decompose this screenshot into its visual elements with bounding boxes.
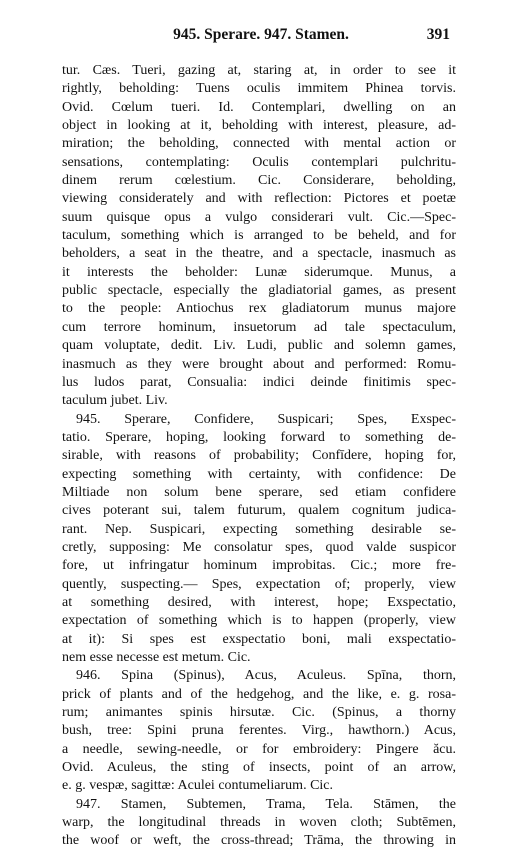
text-line: a needle, sewing-needle, or for embroidery: Pingere ăcu. bbox=[62, 741, 456, 757]
text-line: e. g. vespæ, sagittæ: Aculei contumeliarum. Cic. bbox=[62, 778, 334, 794]
text-line: rant. Nep. Suspicari, expecting something desirable se- bbox=[62, 521, 456, 537]
body-text bbox=[62, 62, 456, 851]
text-line: warp, the longitudinal threads in woven cloth; Subtēmen, bbox=[62, 815, 456, 831]
text-line: miration; the beholding, connected with mental action or bbox=[62, 136, 456, 152]
text-line: beholders, a seat in the theatre, and a spectacle, inasmuch as bbox=[62, 246, 456, 262]
text-line: rum; animantes spinis hirsutæ. Cic. (Spinus, a thorny bbox=[62, 705, 456, 721]
text-line: 947. Stamen, Subtemen, Trama, Tela. Stāmen, the bbox=[76, 796, 456, 812]
page-number: 391 bbox=[426, 26, 450, 43]
text-line: quently, suspecting.— Spes, expectation of; properly, view bbox=[62, 576, 456, 592]
text-line: taculum, something which is arranged to be beheld, and for bbox=[62, 228, 456, 244]
text-line: Ovid. Cœlum tueri. Id. Contemplari, dwelling on an bbox=[62, 99, 456, 115]
header-title: 945. Sperare. 947. Stamen. bbox=[173, 26, 349, 43]
text-line: rightly, beholding: Tuens oculis immitem Phinea torvis. bbox=[62, 81, 456, 97]
text-line: expectation of something which is to happen (properly, view bbox=[62, 613, 456, 629]
text-line: cretly, supposing: Me consolatur spes, quod valde suspicor bbox=[62, 539, 456, 555]
text-line: viewing considerately and with reflection: Pictores et poetæ bbox=[62, 191, 456, 207]
text-line: to the people: Antiochus rex gladiatorum munus majore bbox=[62, 301, 456, 317]
text-line: tatio. Sperare, hoping, looking forward to something de- bbox=[62, 429, 456, 445]
text-line: bush, tree: Spini pruna ferentes. Virg., hawthorn.) Acus, bbox=[62, 723, 456, 739]
text-line: Ovid. Aculeus, the sting of insects, point of an arrow, bbox=[62, 760, 456, 776]
text-line: cives poterant sui, talem futurum, qualem cognitum judica- bbox=[62, 503, 456, 519]
text-line: inasmuch as they were brought about and performed: Romu- bbox=[62, 356, 456, 372]
text-line: 945. Sperare, Confidere, Suspicari; Spes, Exspec- bbox=[76, 411, 456, 427]
text-line: taculum jubet. Liv. bbox=[62, 393, 168, 409]
text-line: prick of plants and of the hedgehog, and the like, e. g. rosa- bbox=[62, 686, 456, 702]
text-line: nem esse necesse est metum. Cic. bbox=[62, 650, 251, 665]
text-line: sirable, with reasons of probability; Confīdere, hoping for, bbox=[62, 448, 456, 464]
text-line: lus ludos parat, Consualia: indici deinde finitimis spec- bbox=[62, 374, 456, 390]
text-line: quam voluptate, dedit. Liv. Ludi, public and solemn games, bbox=[62, 338, 456, 354]
text-line: the woof or weft, the cross-thread; Trāma, the throwing in bbox=[62, 833, 456, 849]
text-line: tur. Cæs. Tueri, gazing at, staring at, in order to see it bbox=[62, 63, 456, 78]
text-line: sensations, contemplating: Oculis contemplari pulchritu- bbox=[62, 154, 456, 170]
text-line: suum quisque opus a vulgo considerari vult. Cic.—Spec- bbox=[62, 209, 456, 225]
text-line: expecting something with certainty, with confidence: De bbox=[62, 466, 456, 482]
running-header bbox=[0, 26, 522, 48]
text-line: Miltiade non solum bene sperare, sed etiam confidere bbox=[62, 484, 456, 500]
text-line: at it): Si spes est exspectatio boni, mali exspectatio- bbox=[62, 631, 456, 647]
text-line: object in looking at it, beholding with interest, pleasure, ad- bbox=[62, 118, 456, 134]
text-line: public spectacle, especially the gladiatorial games, as present bbox=[62, 283, 456, 299]
text-line: dinem rerum cœlestium. Cic. Considerare, beholding, bbox=[62, 173, 456, 189]
text-line: at something desired, with interest, hope; Exspectatio, bbox=[62, 594, 456, 610]
text-line: 946. Spina (Spinus), Acus, Aculeus. Spīna, thorn, bbox=[76, 668, 456, 684]
text-line: it interests the beholder: Lunæ siderumque. Munus, a bbox=[62, 264, 456, 280]
text-line: fore, ut infringatur hominum improbitas. Cic.; more fre- bbox=[62, 558, 456, 574]
text-line: cum terrore hominum, insuetorum ad tale spectaculum, bbox=[62, 319, 456, 335]
